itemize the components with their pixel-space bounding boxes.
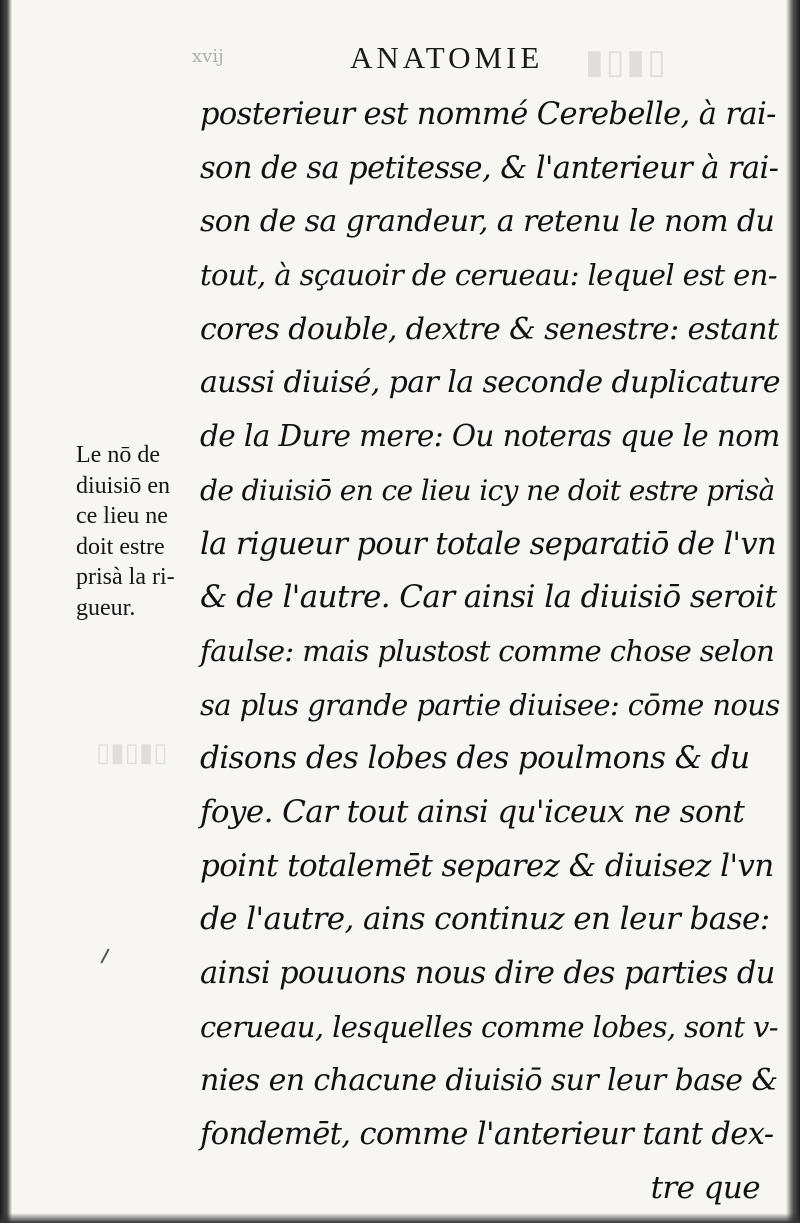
- text-line: cores double, dextre & senestre: estant: [200, 311, 779, 347]
- text-line: fondemēt, comme l'anterieur tant dex-: [200, 1117, 774, 1153]
- running-title: ANATOMIE: [350, 40, 544, 75]
- text-line: sa plus grande partie diuisee: cōme nous: [200, 687, 780, 722]
- stray-ink-mark: [100, 948, 109, 963]
- text-line: tout, à sçauoir de cerueau: lequel est en-: [200, 258, 777, 293]
- text-line: de l'autre, ains continuz en leur base:: [200, 901, 770, 938]
- text-line-last: tre que: [650, 1169, 760, 1206]
- body-text: [200, 88, 782, 1215]
- text-line: nies en chacune diuisiō sur leur base &: [200, 1063, 778, 1099]
- bleed-through-margin: ▯▮▯▮▯: [96, 738, 168, 767]
- scan-edge-left: [0, 0, 12, 1223]
- text-line: de diuisiō en ce lieu icy ne doit estre prisà: [200, 473, 775, 507]
- bleed-through-heading: ▮▯▮▯: [585, 44, 668, 81]
- margin-note-line: ce lieu ne: [76, 503, 168, 529]
- text-line: son de sa grandeur, a retenu le nom du: [200, 204, 775, 240]
- margin-note-line: diuisiō en: [76, 472, 170, 499]
- text-line: foye. Car tout ainsi qu'iceux ne sont: [200, 793, 745, 830]
- text-line: posterieur est nommé Cerebelle, à rai-: [200, 97, 776, 132]
- text-line: la rigueur pour totale separatiō de l'vn: [200, 526, 776, 562]
- text-line: de la Dure mere: Ou noteras que le nom: [200, 419, 780, 454]
- margin-note-line: Le nō de: [76, 442, 160, 468]
- margin-note-line: gueur.: [76, 594, 136, 621]
- margin-note-line: prisà la ri-: [76, 564, 175, 590]
- text-line: disons des lobes des poulmons & du: [200, 740, 750, 777]
- text-line: & de l'autre. Car ainsi la diuisiō seroit: [200, 579, 777, 616]
- margin-note: [76, 440, 211, 623]
- text-line: aussi diuisé, par la seconde duplicature: [200, 365, 780, 401]
- page-number: xvij: [192, 46, 224, 67]
- running-head: [192, 40, 752, 80]
- scan-edge-right: [786, 0, 800, 1223]
- text-line: point totalemēt separez & diuisez l'vn: [200, 847, 774, 884]
- text-line: cerueau, lesquelles comme lobes, sont v-: [200, 1009, 778, 1044]
- margin-note-line: doit estre: [76, 533, 165, 560]
- text-line: son de sa petitesse, & l'anterieur à rai-: [200, 150, 779, 186]
- text-line: ainsi pouuons nous dire des parties du: [200, 956, 775, 991]
- text-line: faulse: mais plustost comme chose selon: [200, 633, 775, 668]
